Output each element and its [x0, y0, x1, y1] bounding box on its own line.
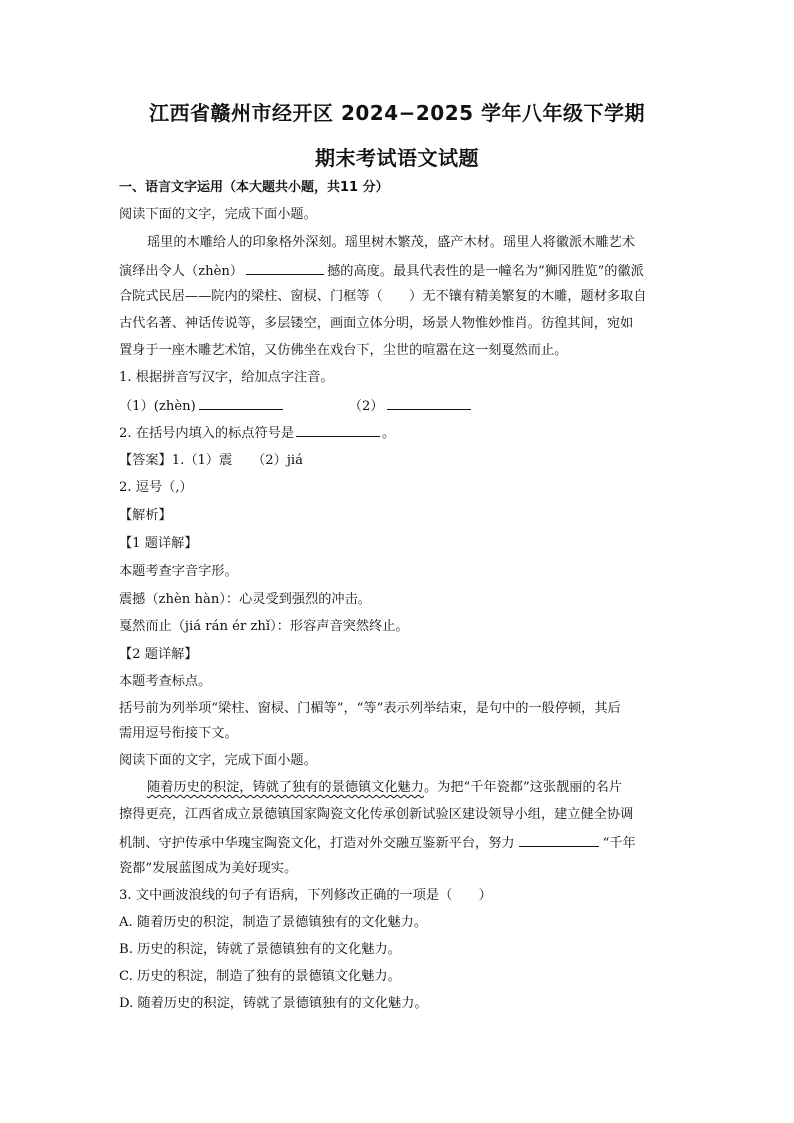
passage1-line3: 合院式民居——院内的梁柱、窗棂、门框等（ ）无不镶有精美繁复的木雕，题材多取自 — [119, 289, 647, 304]
passage1-line2-start: 演绎出令人（zhèn） — [119, 264, 244, 279]
wavy-underlined-sentence: 随着历史的积淀，铸就了独有的景德镇文化魅力 — [147, 780, 424, 795]
passage2-line1-end: 。为把“千年瓷都”这张靓丽的名片 — [423, 780, 623, 795]
analysis-label: 【解析】 — [119, 508, 172, 523]
passage2-line3-text: 机制、守护传承中华瑰宝陶瓷文化，打造对外交融互鉴新平台，努力 — [119, 836, 515, 851]
q1-part2-label: （2） — [348, 399, 384, 414]
passage2-line2: 擦得更亮，江西省成立景德镇国家陶瓷文化传承创新试验区建设领导小组，建立健全协调 — [119, 807, 634, 822]
answer-blank-zhen[interactable] — [246, 260, 324, 275]
section-heading: 一、语言文字运用（本大题共小题，共11 分） — [119, 180, 389, 195]
q2-analysis-line1: 本题考查标点。 — [119, 674, 212, 689]
q3-option-a: A. 随着历史的积淀，制造了景德镇独有的文化魅力。 — [119, 915, 428, 930]
question-2-text: 2. 在括号内填入的标点符号是 — [119, 426, 295, 441]
passage2-line3 — [119, 832, 679, 854]
q1-analysis-line2: 震撼（zhèn hàn）：心灵受到强烈的冲击。 — [119, 592, 371, 607]
passage2-line4: 瓷都”发展蓝图成为美好现实。 — [119, 861, 298, 876]
q3-option-c: C. 历史的积淀，制造了独有的景德镇文化魅力。 — [119, 969, 401, 984]
answer-line-1: 【答案】1.（1）震 （2）jiá — [119, 453, 303, 468]
instruction-1: 阅读下面的文字，完成下面小题。 — [119, 207, 317, 222]
q1-analysis-line1: 本题考查字音字形。 — [119, 564, 238, 579]
q3-option-b: B. 历史的积淀，铸就了景德镇独有的文化魅力。 — [119, 942, 401, 957]
passage1-line5: 置身于一座木雕艺术馆，又仿佛坐在戏台下，尘世的喧嚣在这一刻戛然而止。 — [119, 343, 568, 358]
q2-blank[interactable] — [296, 422, 380, 437]
passage1-line4: 古代名著、神话传说等，多层镂空，画面立体分明，场景人物惟妙惟肖。彷徨其间，宛如 — [119, 316, 634, 331]
q2-analysis-label: 【2 题详解】 — [119, 647, 198, 662]
instruction-2: 阅读下面的文字，完成下面小题。 — [119, 753, 317, 768]
q1-analysis-line3: 戛然而止（jiá rán ér zhǐ）：形容声音突然终止。 — [119, 619, 409, 634]
q3-option-d: D. 随着历史的积淀，铸就了景德镇独有的文化魅力。 — [119, 996, 428, 1011]
q2-analysis-line2: 括号前为列举项“梁柱、窗棂、门楣等”，“等”表示列举结束，是句中的一般停顿，其后 — [119, 701, 621, 716]
document-subtitle: 期末考试语文试题 — [315, 146, 479, 170]
q1-part1-blank[interactable] — [199, 395, 283, 410]
q1-part2-blank[interactable] — [387, 395, 471, 410]
passage2-blank[interactable] — [519, 832, 599, 847]
q1-part1-label: （1）(zhèn) — [119, 399, 196, 414]
document-title: 江西省赣州市经开区 2024−2025 学年八年级下学期 — [148, 101, 645, 125]
passage2-line3-end: “千年 — [602, 836, 636, 851]
question-2 — [119, 422, 679, 444]
question-2-end: 。 — [382, 426, 396, 441]
question-1: 1. 根据拼音写汉字，给加点字注音。 — [119, 370, 334, 385]
passage1-line1: 瑶里的木雕给人的印象格外深刻。瑶里树木繁茂，盛产木材。瑶里人将徽派木雕艺术 — [147, 235, 635, 250]
answer-line-2: 2. 逗号（,） — [119, 480, 193, 495]
passage1-line2-end: 撼的高度。最具代表性的是一幢名为“狮冈胜览”的徽派 — [327, 264, 644, 279]
passage2-line1 — [147, 778, 707, 798]
question-1-parts — [119, 395, 679, 417]
q1-analysis-label: 【1 题详解】 — [119, 536, 198, 551]
passage1-line2 — [119, 260, 679, 282]
question-3: 3. 文中画波浪线的句子有语病，下列修改正确的一项是（ ） — [119, 888, 492, 903]
q2-analysis-line3: 需用逗号衔接下文。 — [119, 726, 238, 741]
